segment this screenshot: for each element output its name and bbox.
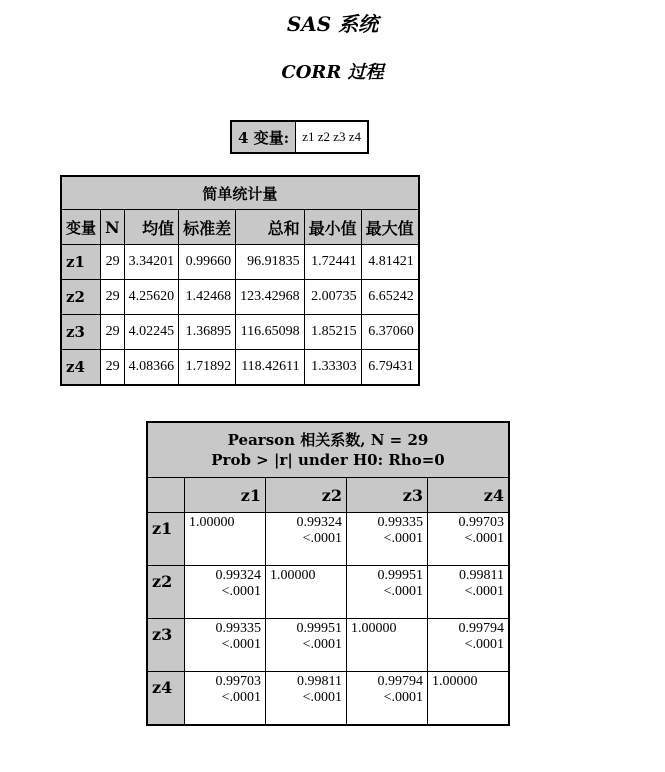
max-cell: 6.79431 [361,350,419,386]
variables-value: z1 z2 z3 z4 [296,121,368,153]
p-value: <.0001 [302,637,342,652]
p-value: <.0001 [302,531,342,546]
stats-header-stddev: 标准差 [179,210,236,245]
stats-caption: 简单统计量 [61,176,419,210]
p-value: <.0001 [464,637,504,652]
corr-cell [185,513,266,566]
min-cell: 1.72441 [304,245,361,280]
variables-table [230,120,369,154]
sum-cell: 118.42611 [236,350,305,386]
coef-value: 0.99335 [377,515,423,530]
stddev-cell: 1.71892 [179,350,236,386]
corr-cell [347,619,428,672]
row-header: z2 [147,566,185,619]
corr-caption-line2: Prob > |r| under H0: Rho=0 [211,451,445,469]
table-row [61,280,419,315]
stats-header-variable: 变量 [61,210,101,245]
stddev-cell: 0.99660 [179,245,236,280]
stats-header-mean: 均值 [124,210,179,245]
mean-cell: 4.08366 [124,350,179,386]
coef-value: 1.00000 [432,674,478,689]
corr-cell [428,619,510,672]
n-cell: 29 [101,315,125,350]
corr-header-z1: z1 [185,478,266,513]
coef-value: 0.99794 [377,674,423,689]
table-row [61,245,419,280]
p-value: <.0001 [464,584,504,599]
corr-cell [266,566,347,619]
coef-value: 0.99811 [297,674,342,689]
sum-cell: 96.91835 [236,245,305,280]
p-value: <.0001 [383,690,423,705]
coef-value: 0.99703 [458,515,504,530]
stats-header-n: N [101,210,125,245]
mean-cell: 4.25620 [124,280,179,315]
coef-value: 0.99324 [296,515,342,530]
stddev-cell: 1.36895 [179,315,236,350]
corr-cell [428,566,510,619]
sum-cell: 123.42968 [236,280,305,315]
p-value: <.0001 [383,584,423,599]
table-row [61,315,419,350]
row-header: z3 [61,315,101,350]
coef-value: 0.99811 [459,568,504,583]
pearson-correlation-table [146,421,510,726]
stats-header-min: 最小值 [304,210,361,245]
min-cell: 1.33303 [304,350,361,386]
n-cell: 29 [101,280,125,315]
sum-cell: 116.65098 [236,315,305,350]
corr-header-z4: z4 [428,478,510,513]
table-row [147,513,509,566]
coef-value: 0.99335 [215,621,261,636]
mean-cell: 4.02245 [124,315,179,350]
min-cell: 2.00735 [304,280,361,315]
p-value: <.0001 [221,584,261,599]
row-header: z4 [147,672,185,726]
corr-cell [266,672,347,726]
corr-header-z2: z2 [266,478,347,513]
p-value: <.0001 [221,637,261,652]
row-header: z1 [147,513,185,566]
coef-value: 0.99324 [215,568,261,583]
stats-header-sum: 总和 [236,210,305,245]
p-value: <.0001 [221,690,261,705]
mean-cell: 3.34201 [124,245,179,280]
n-cell: 29 [101,245,125,280]
corner-cell [147,478,185,513]
coef-value: 0.99951 [377,568,423,583]
report-title: SAS 系统 [286,12,379,36]
corr-cell [428,513,510,566]
procedure-title: CORR 过程 [281,62,384,83]
corr-caption-line1: Pearson 相关系数, N = 29 [227,431,429,449]
table-row [61,350,419,386]
corr-header-z3: z3 [347,478,428,513]
coef-value: 0.99794 [458,621,504,636]
corr-caption [147,422,509,478]
coef-value: 1.00000 [351,621,397,636]
row-header: z2 [61,280,101,315]
row-header: z3 [147,619,185,672]
variables-label: 4 变量: [231,121,296,153]
corr-cell [347,672,428,726]
corr-cell [347,566,428,619]
corr-cell [428,672,510,726]
p-value: <.0001 [383,531,423,546]
p-value: <.0001 [302,690,342,705]
table-row [147,566,509,619]
p-value: <.0001 [464,531,504,546]
max-cell: 6.37060 [361,315,419,350]
coef-value: 0.99951 [296,621,342,636]
coef-value: 0.99703 [215,674,261,689]
coef-value: 1.00000 [189,515,235,530]
table-row [147,672,509,726]
stats-header-max: 最大值 [361,210,419,245]
corr-cell [185,566,266,619]
corr-cell [185,619,266,672]
corr-cell [185,672,266,726]
corr-cell [266,513,347,566]
stddev-cell: 1.42468 [179,280,236,315]
row-header: z1 [61,245,101,280]
coef-value: 1.00000 [270,568,316,583]
simple-statistics-table [60,175,420,386]
corr-cell [266,619,347,672]
corr-cell [347,513,428,566]
n-cell: 29 [101,350,125,386]
table-row [147,619,509,672]
max-cell: 4.81421 [361,245,419,280]
min-cell: 1.85215 [304,315,361,350]
max-cell: 6.65242 [361,280,419,315]
row-header: z4 [61,350,101,386]
